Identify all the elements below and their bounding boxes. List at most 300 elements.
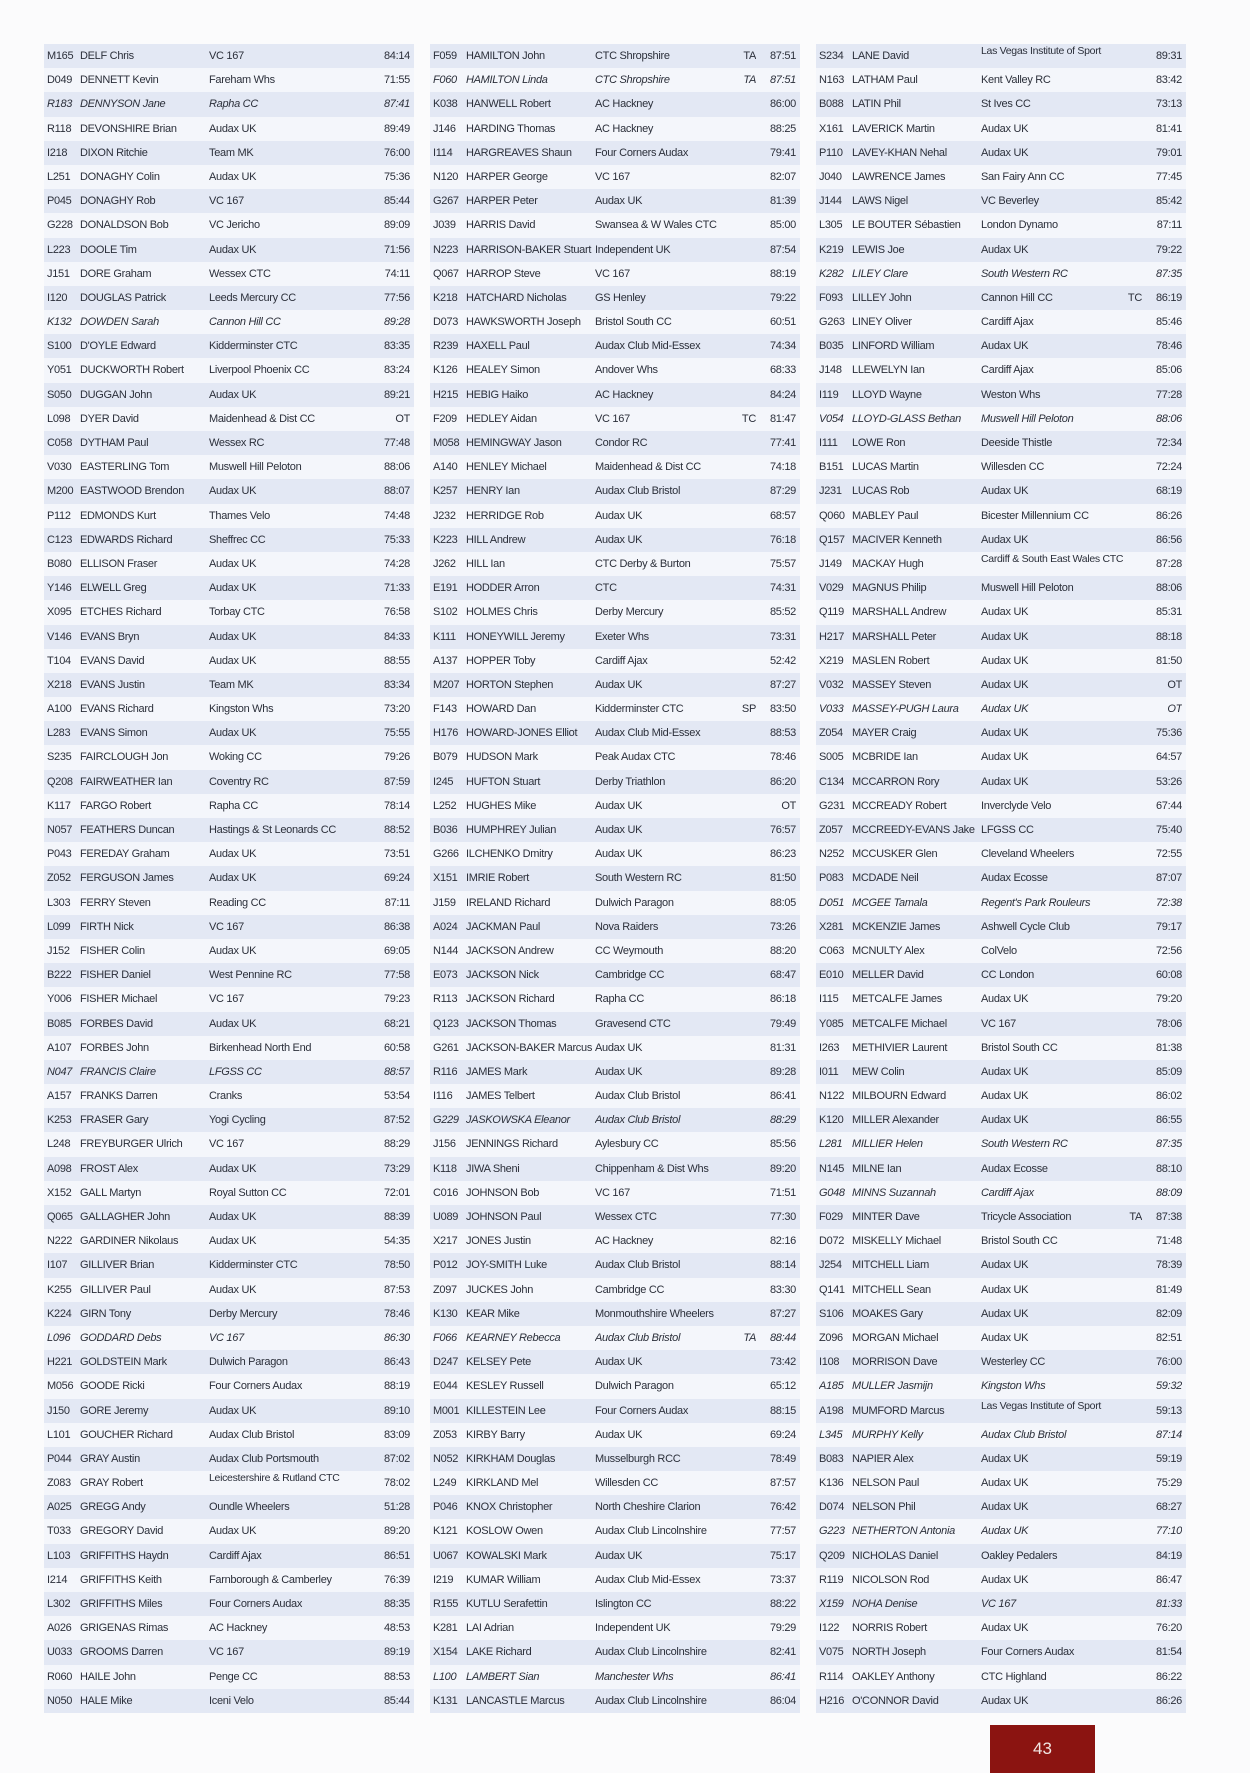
finish-time: 65:12 [769, 1380, 796, 1393]
result-row [430, 165, 800, 189]
result-row [816, 1568, 1186, 1592]
result-row [816, 1544, 1186, 1568]
result-row [430, 721, 800, 745]
finish-time: 87:35 [1155, 1138, 1182, 1151]
rider-number: K218 [433, 291, 458, 304]
rider-name: HATCHARD Nicholas [466, 291, 567, 304]
rider-name: HEALEY Simon [466, 364, 540, 377]
rider-number: R060 [47, 1670, 73, 1683]
rider-number: A100 [47, 703, 72, 716]
rider-name: ELLISON Fraser [80, 557, 158, 570]
result-row [430, 697, 800, 721]
rider-name: JACKSON Thomas [466, 1017, 557, 1030]
rider-name: MACIVER Kenneth [852, 533, 942, 546]
result-row [44, 310, 414, 334]
finish-time: 83:30 [769, 1283, 796, 1296]
finish-time: 69:05 [383, 944, 410, 957]
result-row [44, 1423, 414, 1447]
finish-time: 78:49 [769, 1452, 796, 1465]
result-row [44, 44, 414, 68]
rider-name: IMRIE Robert [466, 872, 530, 885]
club-name: Swansea & W Wales CTC [595, 219, 717, 232]
result-row [430, 1423, 800, 1447]
rider-name: MINTER Dave [852, 1211, 920, 1223]
finish-time: 89:10 [383, 1404, 410, 1417]
rider-name: JENNINGS Richard [466, 1138, 558, 1151]
result-row [44, 479, 414, 503]
rider-name: HEMINGWAY Jason [466, 437, 562, 449]
category-tag: TC [741, 412, 756, 425]
finish-time: 86:56 [1155, 533, 1182, 546]
rider-name: MAGNUS Philip [852, 582, 927, 595]
finish-time: 54:35 [383, 1235, 410, 1248]
rider-name: LAWS Nigel [852, 195, 908, 208]
rider-name: HOPPER Toby [466, 654, 536, 667]
result-row [430, 213, 800, 237]
result-row [430, 1132, 800, 1156]
rider-number: A157 [47, 1090, 72, 1103]
club-name: Audax UK [981, 1622, 1029, 1635]
rider-number: I011 [819, 1065, 839, 1078]
finish-time: 89:28 [383, 316, 410, 329]
rider-number: X281 [819, 920, 844, 933]
rider-number: N144 [433, 944, 459, 957]
rider-number: D247 [433, 1356, 459, 1369]
club-name: Audax Club Lincolnshire [595, 1646, 707, 1659]
finish-time: 73:29 [383, 1162, 410, 1175]
result-row [430, 1302, 800, 1326]
rider-name: METCALFE James [852, 993, 942, 1006]
page-number: 43 [990, 1725, 1095, 1773]
result-row [44, 1326, 414, 1350]
category-tag: TA [1129, 1211, 1142, 1223]
result-row [816, 1640, 1186, 1664]
rider-number: S005 [819, 751, 844, 764]
rider-number: E010 [819, 969, 844, 982]
finish-time: 86:23 [769, 848, 796, 861]
result-row [430, 1326, 800, 1350]
result-row [430, 68, 800, 92]
finish-time: 77:30 [769, 1211, 796, 1223]
rider-name: IRELAND Richard [466, 896, 551, 909]
result-row [430, 866, 800, 890]
club-name: Audax UK [981, 146, 1029, 159]
category-tag: SP [741, 703, 756, 716]
rider-number: K130 [433, 1307, 458, 1320]
club-name: Wessex RC [209, 437, 265, 449]
finish-time: 77:48 [383, 437, 410, 449]
finish-time: 88:05 [769, 896, 796, 909]
result-row [816, 1326, 1186, 1350]
rider-name: MCCARRON Rory [852, 775, 940, 788]
result-row [44, 1592, 414, 1616]
club-name: Willesden CC [981, 461, 1045, 474]
result-row [44, 1205, 414, 1229]
finish-time: 85:00 [769, 219, 796, 232]
rider-number: L100 [433, 1670, 457, 1683]
rider-number: R118 [47, 122, 72, 135]
rider-number: N052 [433, 1452, 459, 1465]
finish-time: 60:08 [1155, 969, 1182, 982]
finish-time: 78:50 [383, 1259, 410, 1272]
club-name: Royal Sutton CC [209, 1186, 287, 1199]
club-name: AC Hackney [595, 388, 654, 401]
finish-time: 87:51 [769, 50, 796, 62]
club-name: Maidenhead & Dist CC [595, 461, 701, 474]
result-row [430, 141, 800, 165]
rider-number: N145 [819, 1162, 845, 1175]
rider-name: FERGUSON James [80, 872, 174, 885]
rider-number: L096 [47, 1331, 71, 1344]
finish-time: OT [1167, 678, 1182, 691]
result-row [430, 1447, 800, 1471]
result-row [430, 1253, 800, 1277]
result-row [430, 407, 800, 431]
club-name: Audax UK [209, 630, 257, 643]
category-tag: TA [743, 50, 756, 62]
finish-time: 82:41 [769, 1646, 796, 1659]
result-row [816, 625, 1186, 649]
club-name: VC 167 [209, 1646, 244, 1659]
rider-name: EDWARDS Richard [80, 533, 173, 546]
finish-time: 71:48 [1155, 1235, 1182, 1248]
finish-time: 86:18 [769, 993, 796, 1006]
rider-number: Q065 [47, 1211, 73, 1223]
rider-number: K126 [433, 364, 458, 377]
club-name: South Western RC [595, 872, 682, 885]
rider-name: HOWARD Dan [466, 703, 536, 716]
club-name: VC Beverley [981, 195, 1039, 208]
result-row [816, 117, 1186, 141]
finish-time: 85:44 [383, 1694, 410, 1707]
rider-name: METHIVIER Laurent [852, 1041, 948, 1054]
finish-time: 69:24 [769, 1428, 796, 1441]
club-name: Team MK [209, 146, 254, 159]
rider-name: ETCHES Richard [80, 606, 162, 619]
rider-number: L101 [47, 1428, 71, 1441]
rider-number: I122 [819, 1622, 840, 1635]
finish-time: 86:41 [769, 1090, 796, 1103]
rider-number: I263 [819, 1041, 840, 1054]
finish-time: 87:27 [769, 1307, 796, 1320]
result-row [430, 552, 800, 576]
rider-number: L305 [819, 219, 843, 232]
rider-number: K253 [47, 1114, 72, 1127]
result-row [816, 455, 1186, 479]
finish-time: 84:33 [383, 630, 410, 643]
club-name: Wessex CTC [209, 267, 271, 280]
result-row [816, 866, 1186, 890]
rider-name: JIWA Sheni [466, 1162, 520, 1175]
rider-number: H221 [47, 1356, 73, 1369]
club-name: Audax UK [981, 727, 1029, 740]
rider-name: FISHER Daniel [80, 969, 151, 982]
rider-name: DOOLE Tim [80, 243, 137, 256]
rider-name: FARGO Robert [80, 799, 151, 812]
result-row [816, 1665, 1186, 1689]
rider-number: M001 [433, 1404, 460, 1417]
rider-name: HARGREAVES Shaun [466, 146, 572, 159]
club-name: Audax UK [981, 1114, 1029, 1127]
rider-number: B083 [819, 1452, 844, 1465]
rider-number: L281 [819, 1138, 843, 1151]
rider-number: N057 [47, 824, 73, 836]
result-row [430, 1616, 800, 1640]
finish-time: 88:18 [1155, 630, 1182, 643]
rider-name: HOLMES Chris [466, 606, 538, 619]
rider-number: B088 [819, 98, 844, 111]
finish-time: 87:52 [383, 1114, 410, 1127]
rider-number: J039 [433, 219, 456, 232]
result-row [816, 891, 1186, 915]
club-name: Manchester Whs [595, 1670, 674, 1683]
rider-name: HAMILTON Linda [466, 74, 548, 87]
rider-number: D074 [819, 1501, 845, 1514]
rider-name: MISKELLY Michael [852, 1235, 941, 1248]
result-row [816, 1108, 1186, 1132]
rider-number: X152 [47, 1186, 72, 1199]
result-row [44, 407, 414, 431]
finish-time: 86:19 [1155, 291, 1182, 304]
club-name: Westerley CC [981, 1356, 1046, 1369]
finish-time: 77:28 [1155, 388, 1182, 401]
rider-name: FISHER Colin [80, 944, 145, 957]
rider-number: Q060 [819, 509, 845, 522]
rider-name: HAWKSWORTH Joseph [466, 316, 581, 329]
rider-number: C016 [433, 1186, 459, 1199]
result-row [816, 165, 1186, 189]
club-name: Muswell Hill Peloton [981, 412, 1074, 425]
club-name: Cannon Hill CC [981, 291, 1053, 304]
rider-number: Q123 [433, 1017, 459, 1030]
rider-name: KIRBY Barry [466, 1428, 525, 1441]
rider-name: MITCHELL Sean [852, 1283, 931, 1296]
club-name: Audax Club Bristol [981, 1428, 1067, 1441]
finish-time: 82:16 [769, 1235, 796, 1248]
finish-time: 81:49 [1155, 1283, 1182, 1296]
rider-number: H217 [819, 630, 845, 643]
club-name: Audax UK [209, 1235, 257, 1248]
result-row [430, 334, 800, 358]
finish-time: 84:14 [383, 50, 410, 62]
club-name: Sheffrec CC [209, 533, 266, 546]
finish-time: 85:52 [769, 606, 796, 619]
rider-number: Q119 [819, 606, 844, 619]
result-row [816, 1399, 1186, 1423]
rider-number: K255 [47, 1283, 72, 1296]
club-name: Las Vegas Institute of Sport [981, 46, 1102, 56]
rider-name: GREGG Andy [80, 1501, 146, 1514]
result-row [44, 987, 414, 1011]
rider-name: DYTHAM Paul [80, 437, 149, 449]
finish-time: 81:50 [769, 872, 796, 885]
club-name: Leicestershire & Rutland CTC [209, 1473, 340, 1484]
finish-time: 83:09 [383, 1428, 410, 1441]
club-name: Audax UK [981, 485, 1029, 498]
rider-number: S102 [433, 606, 458, 619]
rider-name: HAMILTON John [466, 50, 545, 62]
club-name: Audax UK [595, 509, 643, 522]
rider-name: GILLIVER Brian [80, 1259, 155, 1272]
club-name: Audax UK [981, 1452, 1029, 1465]
rider-number: A098 [47, 1162, 72, 1175]
result-row [816, 939, 1186, 963]
rider-number: R183 [47, 98, 73, 111]
rider-name: MCCREEDY-EVANS Jake [852, 824, 975, 836]
result-row [816, 552, 1186, 576]
finish-time: 60:51 [769, 316, 796, 329]
finish-time: 74:31 [769, 582, 796, 595]
finish-time: 83:35 [383, 340, 410, 353]
finish-time: 76:58 [383, 606, 410, 619]
result-row [430, 1544, 800, 1568]
rider-number: R114 [819, 1670, 844, 1683]
rider-number: X218 [47, 678, 72, 691]
rider-number: A025 [47, 1501, 72, 1514]
result-row [44, 866, 414, 890]
club-name: Dulwich Paragon [209, 1356, 288, 1369]
result-row [816, 770, 1186, 794]
rider-number: N223 [433, 243, 459, 256]
rider-name: KUTLU Serafettin [466, 1598, 548, 1610]
rider-number: J149 [819, 557, 842, 570]
rider-name: LAMBERT Sian [466, 1670, 540, 1683]
club-name: Aylesbury CC [595, 1138, 659, 1151]
rider-name: GALL Martyn [80, 1186, 142, 1199]
rider-name: DEVONSHIRE Brian [80, 122, 177, 135]
result-row [430, 625, 800, 649]
finish-time: 76:18 [769, 533, 796, 546]
club-name: CTC Shropshire [595, 50, 670, 62]
rider-name: NICHOLAS Daniel [852, 1549, 938, 1562]
result-row [44, 1253, 414, 1277]
result-row [44, 1374, 414, 1398]
rider-name: NETHERTON Antonia [852, 1525, 955, 1538]
finish-time: 87:54 [769, 243, 796, 256]
rider-number: N122 [819, 1090, 845, 1103]
result-row [430, 1084, 800, 1108]
result-row [44, 1399, 414, 1423]
club-name: CTC Derby & Burton [595, 557, 691, 570]
rider-name: JASKOWSKA Eleanor [466, 1114, 570, 1127]
result-row [816, 1278, 1186, 1302]
finish-time: 77:10 [1155, 1525, 1182, 1538]
result-row [44, 842, 414, 866]
rider-name: DUCKWORTH Robert [80, 364, 184, 377]
rider-name: GOODE Ricki [80, 1380, 145, 1393]
club-name: Audax UK [981, 630, 1029, 643]
club-name: Audax UK [595, 1356, 643, 1369]
finish-time: 83:34 [383, 678, 410, 691]
finish-time: 73:13 [1155, 98, 1182, 111]
finish-time: 59:13 [1155, 1404, 1182, 1417]
rider-name: GODDARD Debs [80, 1331, 162, 1344]
rider-number: M056 [47, 1380, 74, 1393]
finish-time: 52:42 [769, 654, 796, 667]
rider-number: J159 [433, 896, 456, 909]
club-name: Audax UK [209, 727, 257, 740]
finish-time: 78:46 [1155, 340, 1182, 353]
rider-name: HILL Andrew [466, 533, 526, 546]
rider-number: X159 [819, 1598, 844, 1610]
finish-time: 79:01 [1155, 146, 1182, 159]
club-name: CC Weymouth [595, 944, 664, 957]
finish-time: 86:22 [1155, 1670, 1182, 1683]
rider-name: MASSEY-PUGH Laura [852, 703, 959, 716]
finish-time: 69:24 [383, 872, 410, 885]
finish-time: 79:17 [1155, 920, 1182, 933]
finish-time: 79:29 [769, 1622, 796, 1635]
club-name: Bristol South CC [981, 1041, 1058, 1054]
rider-number: I108 [819, 1356, 840, 1369]
rider-number: Y146 [47, 582, 72, 595]
rider-name: HORTON Stephen [466, 678, 554, 691]
rider-name: KOSLOW Owen [466, 1525, 543, 1538]
rider-number: S100 [47, 340, 72, 353]
rider-name: JAMES Telbert [466, 1090, 535, 1103]
finish-time: 88:14 [769, 1259, 796, 1272]
result-row [44, 939, 414, 963]
rider-name: LOWE Ron [852, 437, 906, 449]
rider-number: J040 [819, 170, 842, 183]
rider-name: GRAY Austin [80, 1452, 140, 1465]
finish-time: 87:02 [383, 1452, 410, 1465]
result-row [44, 1689, 414, 1713]
club-name: Derby Mercury [209, 1307, 278, 1320]
rider-number: L249 [433, 1477, 457, 1490]
result-row [816, 818, 1186, 842]
rider-name: FRASER Gary [80, 1114, 149, 1127]
finish-time: 85:42 [1155, 195, 1182, 208]
rider-name: NELSON Phil [852, 1501, 916, 1514]
club-name: Bristol South CC [595, 316, 672, 329]
result-row [816, 479, 1186, 503]
rider-name: HENRY Ian [466, 485, 520, 498]
finish-time: 73:26 [769, 920, 796, 933]
finish-time: 83:24 [383, 364, 410, 377]
result-row [816, 528, 1186, 552]
result-row [44, 504, 414, 528]
result-row [430, 92, 800, 116]
club-name: VC 167 [595, 267, 630, 280]
club-name: Dulwich Paragon [595, 896, 674, 909]
finish-time: 68:27 [1155, 1501, 1182, 1514]
result-row [44, 286, 414, 310]
result-row [816, 68, 1186, 92]
rider-number: P046 [433, 1501, 458, 1514]
result-row [430, 673, 800, 697]
finish-time: 81:31 [769, 1041, 796, 1054]
result-row [44, 1302, 414, 1326]
finish-time: 64:57 [1155, 751, 1182, 764]
result-row [430, 1471, 800, 1495]
club-name: VC 167 [981, 1017, 1016, 1030]
rider-name: MASSEY Steven [852, 678, 932, 691]
club-name: Las Vegas Institute of Sport [981, 1400, 1102, 1411]
finish-time: 53:26 [1155, 775, 1182, 788]
result-row [816, 745, 1186, 769]
rider-name: MCDADE Neil [852, 872, 919, 885]
club-name: Audax UK [209, 1404, 257, 1417]
result-row [430, 963, 800, 987]
rider-number: A026 [47, 1622, 72, 1635]
result-row [430, 576, 800, 600]
rider-name: EVANS Simon [80, 727, 148, 740]
rider-number: L103 [47, 1549, 71, 1562]
rider-number: B085 [47, 1017, 72, 1030]
rider-name: JACKSON Andrew [466, 944, 554, 957]
rider-number: U033 [47, 1646, 73, 1659]
